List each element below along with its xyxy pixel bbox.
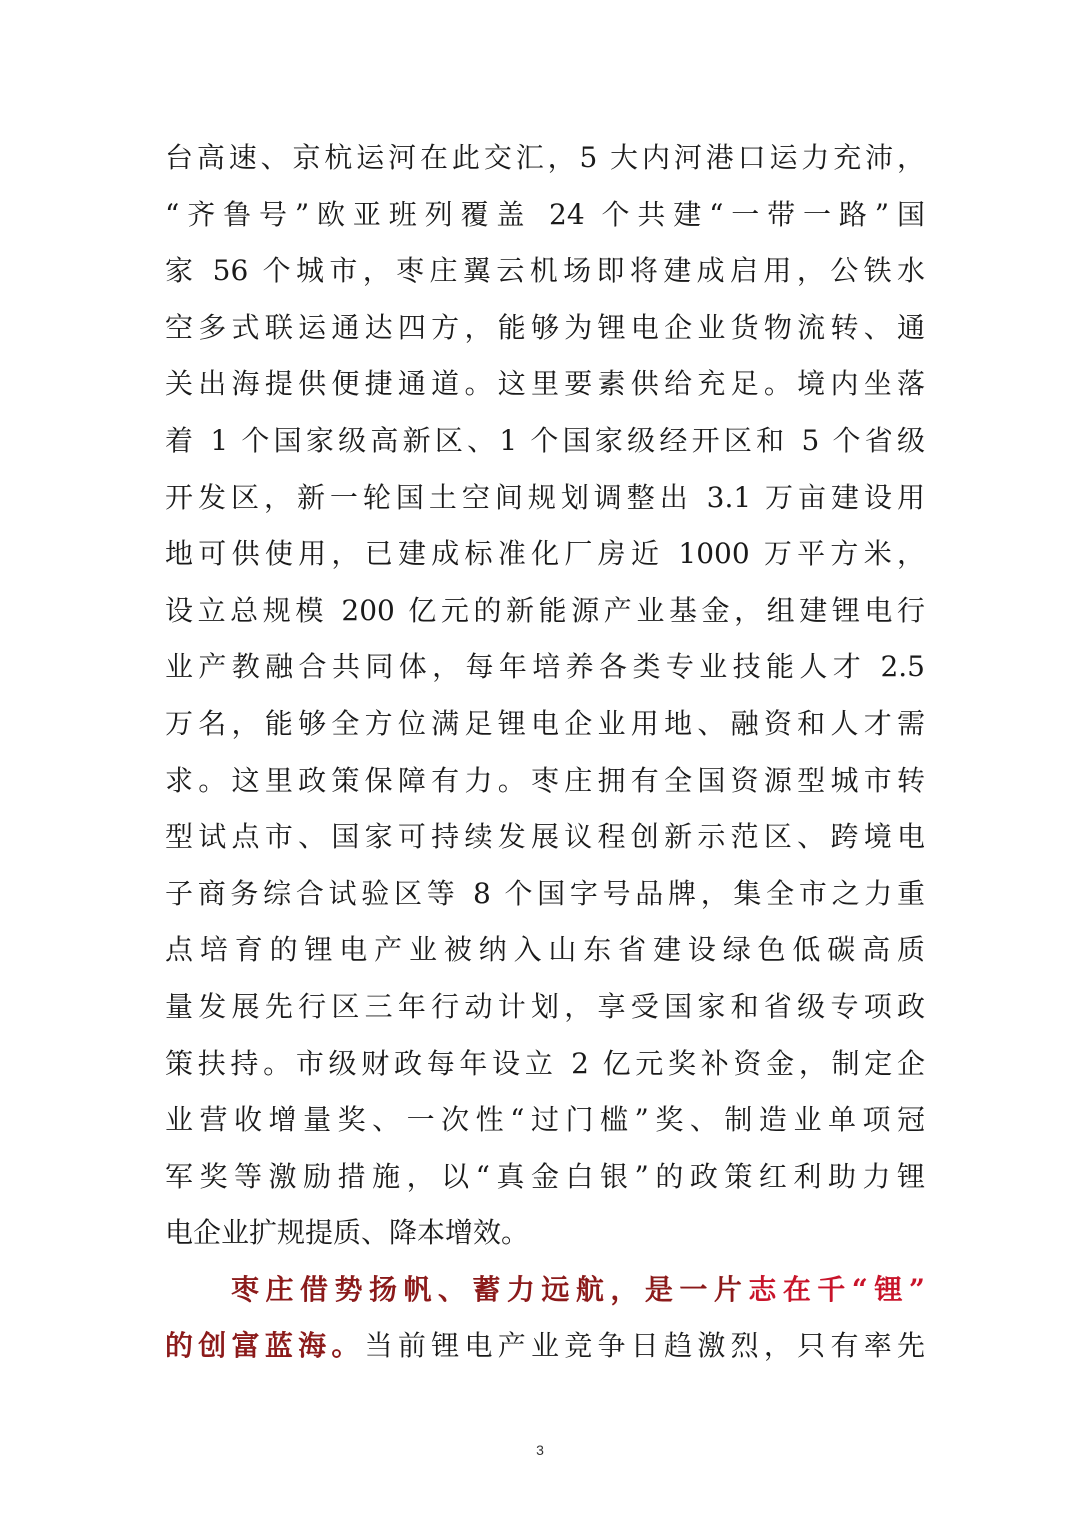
text-line: 型试点市、国家可持续发展议程创新示范区、跨境电	[165, 820, 925, 854]
text-line: 关出海提供便捷通道。这里要素供给充足。境内坐落	[165, 367, 925, 401]
text-line: 空多式联运通达四方，能够为锂电企业货物流转、通	[165, 310, 925, 344]
text-line: 家 56 个城市，枣庄翼云机场即将建成启用，公铁水	[165, 254, 925, 288]
text-line: 设立总规模 200 亿元的新能源产业基金，组建锂电行	[165, 593, 925, 627]
page-number: 3	[536, 1442, 544, 1458]
text-line: “齐鲁号”欧亚班列覆盖 24 个共建“一带一路”国	[165, 197, 925, 231]
heading-part: 的创富蓝海。	[165, 1329, 365, 1363]
text-line: 着 1 个国家级高新区、1 个国家级经开区和 5 个省级	[165, 423, 925, 457]
text-line: 子商务综合试验区等 8 个国字号品牌，集全市之力重	[165, 876, 925, 910]
section-heading-line	[165, 1318, 925, 1375]
text-line: 军奖等激励措施，以“真金白银”的政策红利助力锂	[165, 1159, 925, 1193]
text-line: 万名，能够全方位满足锂电企业用地、融资和人才需	[165, 706, 925, 740]
text-line: 策扶持。市级财政每年设立 2 亿元奖补资金，制定企	[165, 1046, 925, 1080]
text-line: 业营收增量奖、一次性“过门槛”奖、制造业单项冠	[165, 1103, 925, 1137]
text-line: 电企业扩规提质、降本增效。	[165, 1216, 530, 1250]
text-line: 开发区，新一轮国土空间规划调整出 3.1 万亩建设用	[165, 480, 925, 514]
text-line: 地可供使用，已建成标准化厂房近 1000 万平方米，	[165, 537, 925, 571]
text-line: 台高速、京杭运河在此交汇，5 大内河港口运力充沛，	[165, 141, 925, 174]
text-line: 量发展先行区三年行动计划，享受国家和省级专项政	[165, 989, 925, 1023]
body-text	[165, 130, 925, 1375]
text-line: 求。这里政策保障有力。枣庄拥有全国资源型城市转	[165, 763, 925, 797]
heading-part: 枣庄借势扬帆、蓄力远航，是一片	[231, 1272, 749, 1306]
text-line: 业产教融合共同体，每年培养各类专业技能人才 2.5	[165, 650, 925, 684]
heading-highlight: 志在千“锂”	[748, 1272, 925, 1306]
text-line: 点培育的锂电产业被纳入山东省建设绿色低碳高质	[165, 933, 925, 967]
section-heading-line	[165, 1262, 925, 1319]
text-continuation: 当前锂电产业竞争日趋激烈，只有率先	[364, 1329, 925, 1363]
